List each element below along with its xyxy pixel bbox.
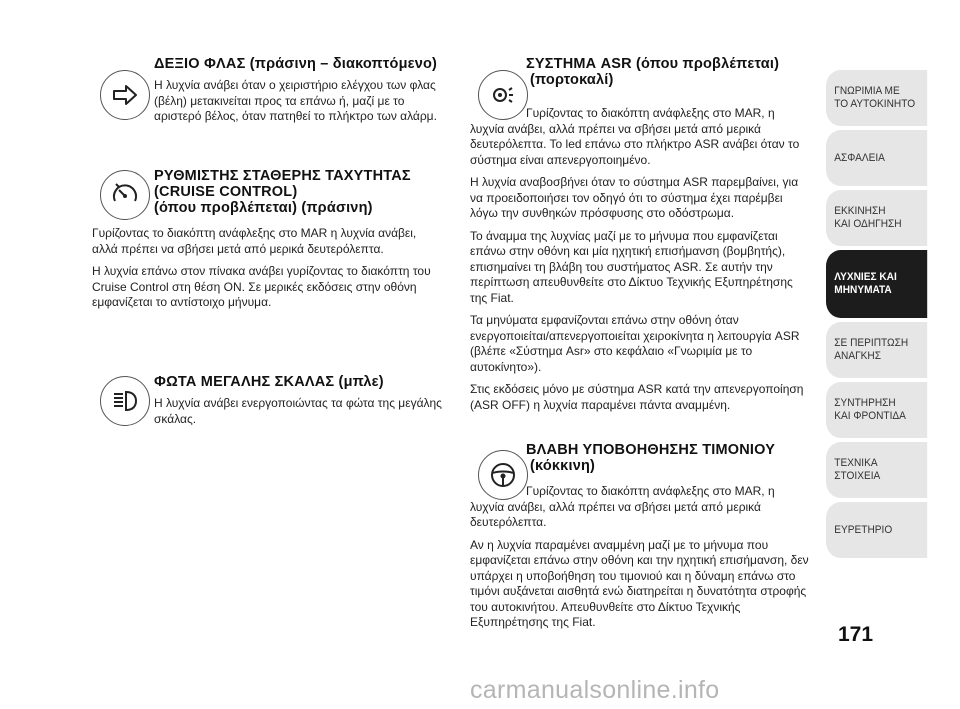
tab-maintenance[interactable]: [826, 382, 927, 438]
tab-label: ΑΣΦΑΛΕΙΑ: [834, 151, 885, 164]
title-line: ΒΛΑΒΗ ΥΠΟΒΟΗΘΗΣΗΣ ΤΙΜΟΝΙΟΥ: [526, 442, 776, 458]
paragraph: Τα μηνύματα εμφανίζονται επάνω στην οθόνη όταν ενεργοποιείται/απενεργοποιείται χειροκίνητα η λειτουργία ASR (βλέπε «Σύστημα Asr» στο κεφάλαιο «Γνωριμία με το αυτοκίνητο»).: [470, 313, 800, 374]
tab-emergency[interactable]: [826, 322, 927, 378]
left-column: [92, 56, 442, 464]
paragraph: Γυρίζοντας το διακόπτη ανάφλεξης στο MAR, η λυχνία ανάβει, αλλά πρέπει να σβήσει μετά από μερικά δευτερόλεπτα.: [470, 484, 775, 529]
tab-label: ΤΕΧΝΙΚΑ ΣΤΟΙΧΕΙΑ: [834, 457, 881, 482]
section-body: [470, 484, 810, 638]
tab-label: ΕΚΚΙΝΗΣΗ ΚΑΙ ΟΔΗΓΗΣΗ: [834, 205, 902, 230]
section-body: [154, 396, 444, 434]
right-arrow-icon: [100, 70, 150, 120]
tab-label: ΓΝΩΡΙΜΙΑ ΜΕ ΤΟ ΑΥΤΟΚΙΝΗΤΟ: [834, 85, 916, 110]
section-asr: [470, 56, 810, 436]
section-title: [526, 56, 816, 88]
paragraph: Το άναμμα της λυχνίας μαζί με το μήνυμα που εμφανίζεται επάνω στην οθόνη και μία ηχητική επισήμανση (βομβητής), επισημαίνει τη βλάβη του συστήματος ASR. Σε αυτήν την περίπτωση απευθυνθείτε στο Δίκτυο Τεχνικής Εξυπηρέτησης της Fiat.: [470, 228, 793, 305]
title-line: (κόκκινη): [530, 458, 596, 474]
tab-warning-lights[interactable]: [826, 250, 927, 318]
page-number: 171: [838, 623, 874, 646]
section-title: [154, 168, 444, 216]
tab-know-the-car[interactable]: [826, 70, 927, 126]
speedometer-icon: [100, 170, 150, 220]
paragraph: Στις εκδόσεις μόνο με σύστημα ASR κατά την απενεργοποίηση (ASR OFF) η λυχνία παραμένει πάντα αναμμένη.: [470, 382, 804, 412]
chapter-sidebar: [826, 70, 936, 562]
tab-safety[interactable]: [826, 130, 927, 186]
paragraph: Η λυχνία ανάβει ενεργοποιώντας τα φώτα της μεγάλης σκάλας.: [154, 396, 442, 426]
paragraph: Η λυχνία επάνω στον πίνακα ανάβει γυρίζοντας το διακόπτη του Cruise Control στη θέση ON. Σε μερικές εκδόσεις στην οθόνη εμφανίζεται το αντίστοιχο μήνυμα.: [92, 264, 431, 309]
tab-label: ΕΥΡΕΤΗΡΙΟ: [834, 523, 893, 536]
middle-column: [470, 56, 810, 642]
paragraph: Η λυχνία αναβοσβήνει όταν το σύστημα ASR παρεμβαίνει, για να προειδοποιήσει τον οδηγό ότι το σύστημα έχει παρέμβει λόγω την συνθηκών πρόσφυσης στο οδόστρωμα.: [470, 175, 799, 220]
title-line: (όπου προβλέπεται) (πράσινη): [154, 200, 373, 216]
section-title: ΦΩΤΑ ΜΕΓΑΛΗΣ ΣΚΑΛΑΣ (μπλε): [154, 374, 384, 390]
paragraph: Γυρίζοντας το διακόπτη ανάφλεξης στο MAR η λυχνία ανάβει, αλλά πρέπει να σβήσει μετά από μερικά δευτερόλεπτα.: [92, 226, 417, 256]
paragraph: Αν η λυχνία παραμένει αναμμένη μαζί με το μήνυμα που εμφανίζεται επάνω στην οθόνη και την ηχητική επισήμανση, δεν υπάρχει η υποβοήθηση του τιμονιού και η δύναμη επάνω στο τιμόνι αυξάνεται αισθητά ενώ διατηρείται η δυνατότητα στροφής του αυτοκινήτου. Απευθυνθείτε στο Δίκτυο Τεχνικής Εξυπηρέτησης της Fiat.: [470, 537, 809, 629]
tab-label: ΛΥΧΝΙΕΣ ΚΑΙ ΜΗΝΥΜΑΤΑ: [834, 271, 897, 296]
section-high-beam: [92, 374, 442, 464]
title-line: ΡΥΘΜΙΣΤΗΣ ΣΤΑΘΕΡΗΣ ΤΑΧΥΤΗΤΑΣ: [154, 168, 411, 184]
section-body: [154, 78, 444, 132]
tab-index[interactable]: [826, 502, 927, 558]
high-beam-icon: [100, 376, 150, 426]
section-body: [470, 106, 810, 420]
section-title: ΔΕΞΙΟ ΦΛΑΣ (πράσινη – διακοπτόμενο): [154, 56, 438, 72]
section-right-indicator: [92, 56, 442, 168]
section-body: [92, 226, 444, 318]
paragraph: Γυρίζοντας το διακόπτη ανάφλεξης στο MAR, η λυχνία ανάβει, αλλά πρέπει να σβήσει μετά από μερικά δευτερόλεπτα. Το led επάνω στο πλήκτρο ASR ανάβει όταν το σύστημα είναι απενεργοποιημένο.: [470, 106, 800, 167]
tab-label: ΣΥΝΤΗΡΗΣΗ ΚΑΙ ΦΡΟΝΤΙΔΑ: [834, 397, 906, 422]
section-steering: [470, 442, 810, 642]
tab-technical-data[interactable]: [826, 442, 927, 498]
title-line: ΣΥΣΤΗΜΑ ASR (όπου προβλέπεται): [526, 56, 780, 72]
title-line: (CRUISE CONTROL): [154, 184, 298, 200]
watermark-text: carmanualsonline.info: [470, 676, 720, 704]
paragraph: Η λυχνία ανάβει όταν ο χειριστήριο ελέγχου των φλας (βέλη) μετακινείται προς τα επάνω ή, μαζί με το αριστερό βέλος, όταν πατηθεί το πλήκτρο των αλάρμ.: [154, 78, 437, 123]
tab-label: ΣΕ ΠΕΡΙΠΤΩΣΗ ΑΝΑΓΚΗΣ: [834, 337, 909, 362]
title-line: (πορτοκαλί): [530, 72, 614, 88]
section-cruise-control: [92, 168, 442, 368]
tab-starting-driving[interactable]: [826, 190, 927, 246]
section-title: [526, 442, 816, 474]
